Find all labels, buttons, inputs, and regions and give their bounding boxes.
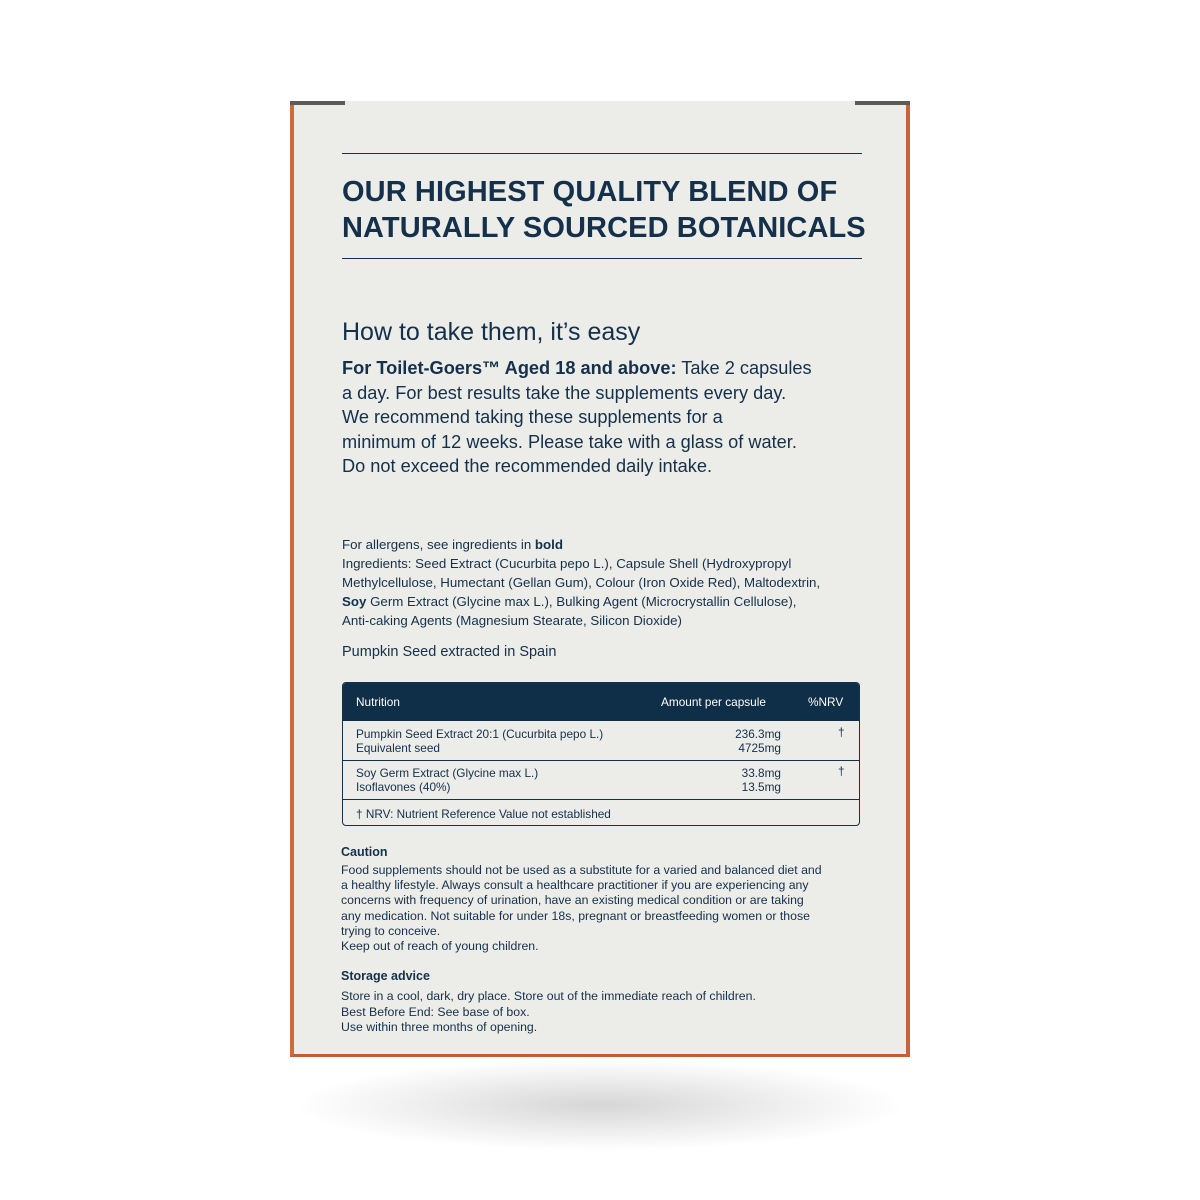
ingredients-line-rest: Germ Extract (Glycine max L.), Bulking Agent (Microcrystallin Cellulose), [366,594,797,609]
howto-line: We recommend taking these supplements for a [342,407,723,428]
box-shadow [300,1060,900,1150]
row-name-2: Equivalent seed [356,741,440,755]
ingredients-line: Ingredients: Seed Extract (Cucurbita pepo L.), Capsule Shell (Hydroxypropyl [342,556,792,571]
ingredients-line: Methylcellulose, Humectant (Gellan Gum), Colour (Iron Oxide Red), Maltodextrin, [342,575,821,590]
allergens-bold-word: bold [534,537,563,552]
row-nrv: † [838,725,845,739]
howto-line: minimum of 12 weeks. Please take with a glass of water. [342,431,797,452]
nrv-footnote: † NRV: Nutrient Reference Value not established [356,807,611,821]
row-amount-2: 13.5mg [741,780,781,794]
storage-line: Store in a cool, dark, dry place. Store out of the immediate reach of children. [341,989,756,1003]
caution-line: concerns with frequency of urination, have an existing medical condition or are taking [341,893,804,908]
ingredients-block [342,535,882,630]
box-top-edge-right [855,101,910,105]
storage-line: Best Before End: See base of box. [341,1004,530,1019]
table-footnote-row [343,799,859,826]
headline-line-1: OUR HIGHEST QUALITY BLEND OF [342,176,838,208]
ingredients-line: Anti-caking Agents (Magnesium Stearate, Silicon Dioxide) [342,613,682,628]
row-name-1: Soy Germ Extract (Glycine max L.) [356,766,539,780]
table-row [343,760,859,799]
nutrition-table [342,682,860,826]
nutrition-table-header [343,683,859,721]
row-name-2: Isoflavones (40%) [356,780,451,794]
divider-bottom [342,258,862,259]
caution-line: a healthy lifestyle. Always consult a healthcare practitioner if you are experiencing any [341,878,809,893]
header-amount: Amount per capsule [661,695,766,709]
allergens-note [342,535,882,554]
howto-lead-rest: Take 2 capsules [676,358,812,378]
row-amount-2: 4725mg [738,741,781,755]
howto-lead-bold: For Toilet-Goers™ Aged 18 and above: [342,358,677,378]
storage-title: Storage advice [341,969,430,983]
row-nrv: † [838,764,845,778]
caution-title: Caution [341,845,388,859]
howto-line: a day. For best results take the supplements every day. [342,382,787,403]
caution-line: any medication. Not suitable for under 18s, pregnant or breastfeeding women or those [341,908,810,923]
caution-line: Food supplements should not be used as a substitute for a varied and balanced diet and [341,863,822,877]
headline [342,174,872,246]
caution-body [341,863,881,954]
row-name-1: Pumpkin Seed Extract 20:1 (Cucurbita pepo L.) [356,727,604,741]
storage-line: Use within three months of opening. [341,1020,538,1035]
howto-line-lead [342,356,872,381]
row-amount-1: 236.3mg [735,727,781,741]
divider-top [342,153,862,154]
howto-body [342,356,872,479]
ingredients-line [342,592,882,611]
origin-note: Pumpkin Seed extracted in Spain [342,644,557,660]
table-row [343,721,859,760]
howto-title: How to take them, it’s easy [342,318,641,346]
howto-line: Do not exceed the recommended daily intake. [342,456,713,477]
caution-line: trying to conceive. [341,923,441,938]
box-top-edge-left [290,101,345,105]
row-amount-1: 33.8mg [741,766,781,780]
allergens-prefix: For allergens, see ingredients in [342,537,535,552]
header-nrv: %NRV [808,695,844,709]
headline-line-2: NATURALLY SOURCED BOTANICALS [342,212,866,244]
storage-body [341,989,881,1036]
allergen-soy: Soy [342,594,367,609]
header-nutrition: Nutrition [356,695,400,709]
caution-line: Keep out of reach of young children. [341,939,539,954]
